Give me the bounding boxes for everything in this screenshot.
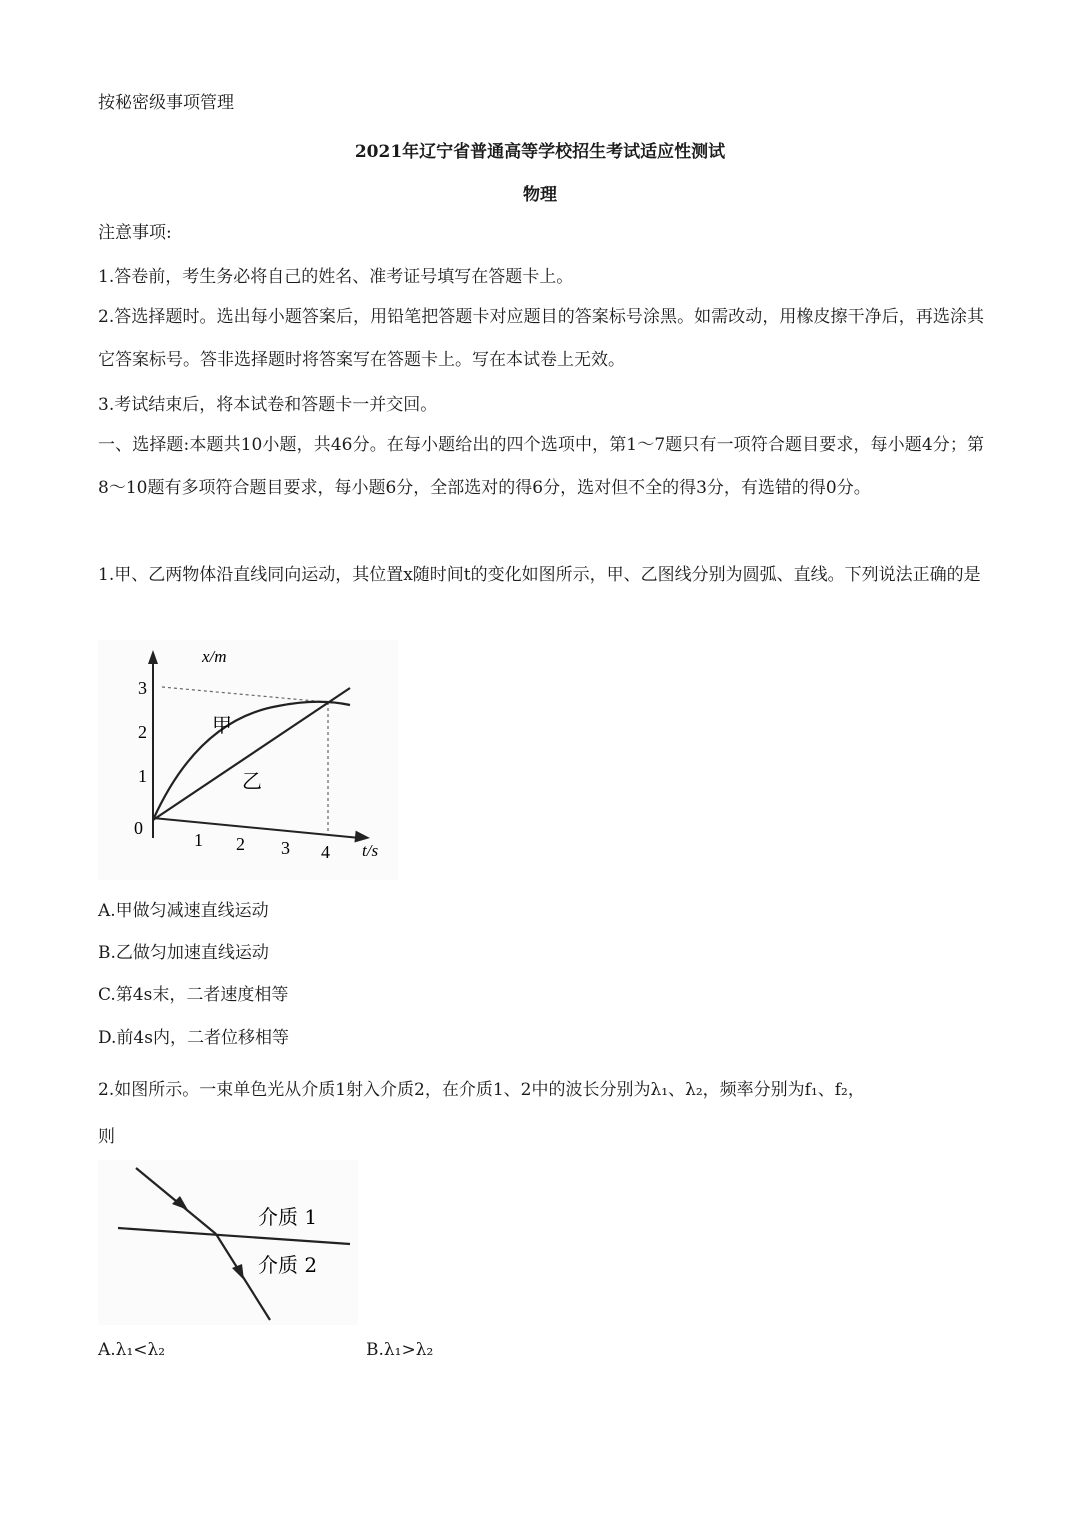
- q1-xt-graph: [98, 640, 398, 880]
- curve-jia-label: 甲: [212, 713, 232, 737]
- q1-option-d: D.前4s内，二者位移相等: [98, 1028, 289, 1048]
- origin-label: 0: [134, 818, 143, 838]
- notes-heading: 注意事项:: [98, 223, 172, 243]
- medium2-label: 介质 2: [258, 1253, 318, 1277]
- q2-stem-line2: 则: [98, 1127, 115, 1147]
- x-tick-2: 2: [236, 834, 245, 854]
- q1-option-a: A.甲做匀减速直线运动: [98, 901, 269, 921]
- exam-title: 2021年辽宁省普通高等学校招生考试适应性测试: [354, 142, 726, 162]
- graph-background: [98, 640, 398, 880]
- y-tick-2: 2: [138, 722, 147, 742]
- x-axis-label: t/s: [362, 841, 379, 860]
- exam-subject: 物理: [523, 185, 557, 205]
- x-tick-4: 4: [321, 842, 330, 862]
- x-tick-1: 1: [194, 830, 203, 850]
- q2-option-b: B.λ₁>λ₂: [366, 1340, 434, 1360]
- q1-option-c: C.第4s末，二者速度相等: [98, 985, 289, 1005]
- x-tick-3: 3: [281, 838, 290, 858]
- y-axis-label: x/m: [202, 647, 227, 666]
- q2-stem-line1: 2.如图所示。一束单色光从介质1射入介质2，在介质1、2中的波长分别为λ₁、λ₂，频率分别为f₁、f₂，: [98, 1080, 865, 1100]
- q2-option-a: A.λ₁<λ₂: [98, 1340, 166, 1360]
- line-yi-label: 乙: [242, 769, 262, 793]
- notes-item-1: 1.答卷前，考生务必将自己的姓名、准考证号填写在答题卡上。: [98, 267, 574, 287]
- notes-item-2: 2.答选择题时。选出每小题答案后，用铅笔把答题卡对应题目的答案标号涂黑。如需改动，用橡皮擦干净后，再选涂其它答案标号。答非选择题时将答案写在答题卡上。写在本试卷上无效。: [98, 307, 984, 370]
- medium1-label: 介质 1: [258, 1205, 318, 1229]
- notes-item-3: 3.考试结束后，将本试卷和答题卡一并交回。: [98, 395, 438, 415]
- section1-intro: 一、选择题:本题共10小题，共46分。在每小题给出的四个选项中，第1～7题只有一项符合题目要求，每小题4分；第8～10题有多项符合题目要求，每小题6分，全部选对的得6分，选对但不全的得3分，有选错的得0分。: [98, 435, 984, 498]
- q2-refraction-figure: [98, 1160, 358, 1325]
- secret-label: 按秘密级事项管理: [98, 93, 234, 113]
- q1-stem: 1.甲、乙两物体沿直线同向运动，其位置x随时间t的变化如图所示，甲、乙图线分别为圆弧、直线。下列说法正确的是: [98, 565, 981, 585]
- y-tick-1: 1: [138, 766, 147, 786]
- q1-option-b: B.乙做匀加速直线运动: [98, 943, 269, 963]
- y-tick-3: 3: [138, 678, 147, 698]
